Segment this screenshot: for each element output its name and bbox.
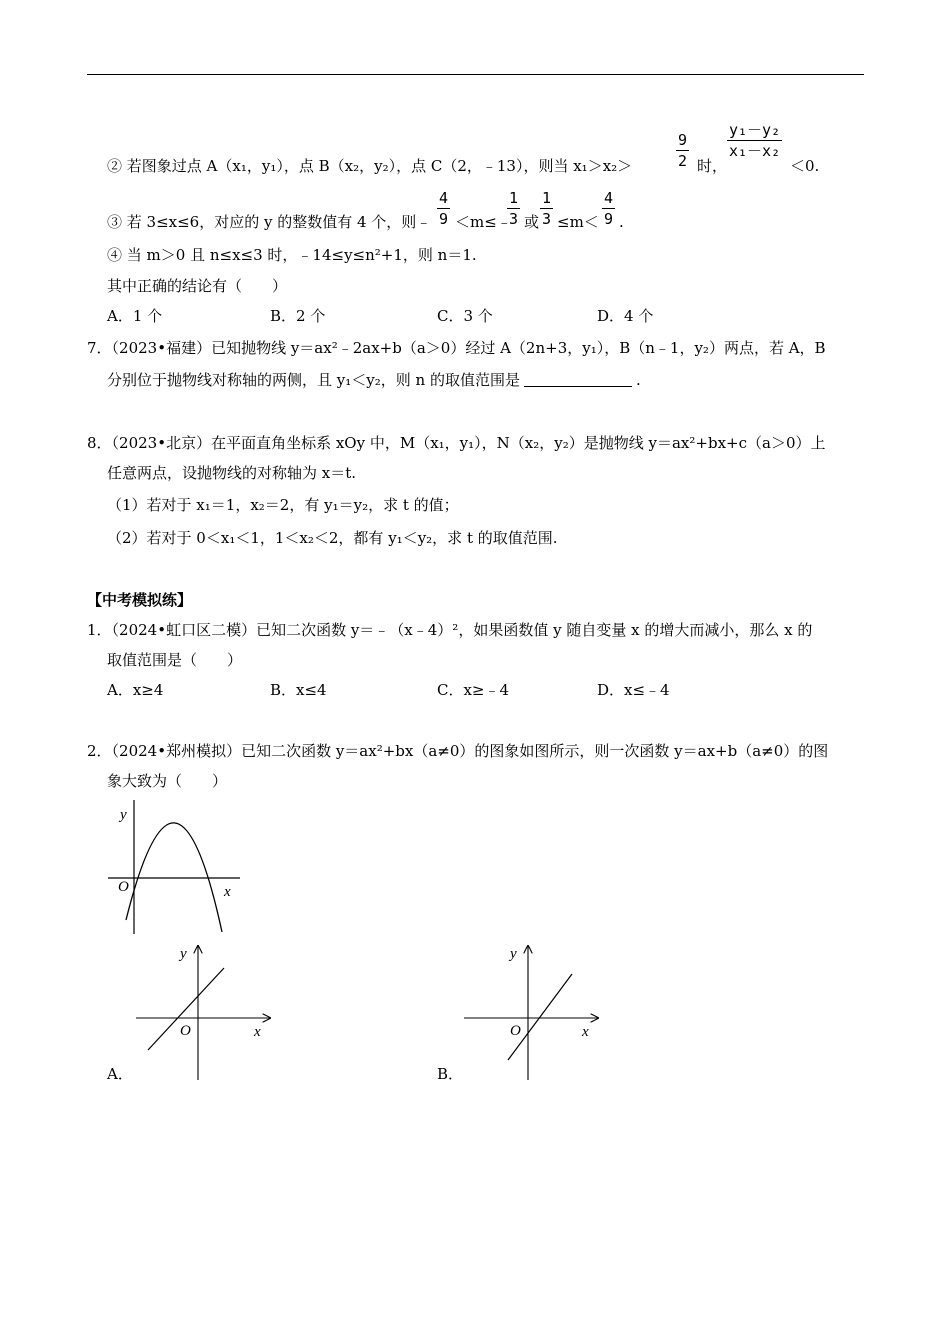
q6-item3-frac4: $\frac{4}{9}$ bbox=[604, 189, 614, 228]
m1-line2: 取值范围是（ ） bbox=[107, 651, 243, 669]
parabola-graph bbox=[100, 792, 250, 937]
graph-origin-label: O bbox=[118, 879, 129, 895]
m1-option-a: A．x≥4 bbox=[107, 681, 164, 699]
option-a-x-label: x bbox=[254, 1024, 261, 1040]
q6-item3-c: 或 bbox=[524, 213, 540, 231]
q6-item3-frac3: $\frac{1}{3}$ bbox=[542, 189, 552, 228]
q7-answer-blank[interactable] bbox=[524, 372, 632, 387]
q6-option-c: C．3 个 bbox=[437, 307, 493, 325]
q6-item2-end: ＜0. bbox=[790, 157, 820, 175]
option-b-graph bbox=[460, 940, 610, 1082]
m1-option-b: B．x≤4 bbox=[270, 681, 327, 699]
graph-x-label: x bbox=[224, 884, 231, 900]
m2-line1: 2．（2024•郑州模拟）已知二次函数 y＝ax²+bx（a≠0）的图象如图所示，则一次函数 y＝ax+b（a≠0）的图 bbox=[87, 742, 829, 760]
m1-line1: 1．（2024•虹口区二模）已知二次函数 y＝﹣（x﹣4）²，如果函数值 y 随自变量 x 的增大而减小，那么 x 的 bbox=[87, 621, 813, 639]
q6-item3-e: . bbox=[619, 213, 624, 231]
q6-item2-mid: 时， bbox=[697, 157, 728, 175]
q6-item3-frac2: $\frac{1}{3}$ bbox=[509, 189, 519, 228]
m2-option-b: B． bbox=[437, 1065, 464, 1083]
graph-y-label: y bbox=[120, 807, 127, 823]
option-b-y-label: y bbox=[510, 946, 517, 962]
q8-part1: （1）若对于 x₁＝1，x₂＝2，有 y₁＝y₂，求 t 的值； bbox=[107, 496, 459, 514]
q6-option-a: A．1 个 bbox=[107, 307, 163, 325]
header-rule bbox=[87, 74, 864, 75]
q6-item3-frac1: $\frac{4}{9}$ bbox=[439, 189, 449, 228]
q6-item4: ④ 当 m＞0 且 n≤x≤3 时，﹣14≤y≤n²+1，则 n＝1. bbox=[107, 246, 477, 264]
q6-item2-frac-9-2: $\frac{9}{2}$ bbox=[678, 131, 688, 170]
option-b-x-label: x bbox=[582, 1024, 589, 1040]
q8-line2: 任意两点，设抛物线的对称轴为 x＝t. bbox=[107, 464, 357, 482]
m2-line2: 象大致为（ ） bbox=[107, 772, 228, 790]
q6-option-b: B．2 个 bbox=[270, 307, 326, 325]
option-b-line bbox=[508, 974, 572, 1060]
q7-line1: 7．（2023•福建）已知抛物线 y＝ax²﹣2ax+b（a＞0）经过 A（2n+3，y₁），B（n﹣1，y₂）两点，若 A，B bbox=[87, 339, 826, 357]
option-a-y-label: y bbox=[180, 946, 187, 962]
option-a-graph bbox=[130, 940, 280, 1082]
option-b-origin-label: O bbox=[510, 1023, 521, 1039]
option-a-origin-label: O bbox=[180, 1023, 191, 1039]
q6-option-d: D．4 个 bbox=[597, 307, 654, 325]
q6-item3-d: ≤m＜ bbox=[557, 213, 599, 231]
q6-item3-b: ＜m≤﹣ bbox=[455, 213, 512, 231]
q7-line2: 分别位于抛物线对称轴的两侧，且 y₁＜y₂，则 n 的取值范围是 . bbox=[107, 371, 641, 389]
m1-option-d: D．x≤﹣4 bbox=[597, 681, 670, 699]
m1-option-c: C．x≥﹣4 bbox=[437, 681, 510, 699]
section-title: 【中考模拟练】 bbox=[87, 591, 193, 609]
q6-question: 其中正确的结论有（ ） bbox=[107, 277, 288, 295]
q8-line1: 8．（2023•北京）在平面直角坐标系 xOy 中，M（x₁，y₁），N（x₂，y₂）是抛物线 y＝ax²+bx+c（a＞0）上 bbox=[87, 434, 826, 452]
m2-option-a: A． bbox=[107, 1065, 133, 1083]
q6-item2-frac-y-x: $\frac{\text{y₁－y₂}}{\text{x₁－x₂}}$ bbox=[729, 121, 781, 160]
q8-part2: （2）若对于 0＜x₁＜1，1＜x₂＜2，都有 y₁＜y₂，求 t 的取值范围. bbox=[107, 529, 558, 547]
q6-item3-a: ③ 若 3≤x≤6，对应的 y 的整数值有 4 个，则﹣ bbox=[107, 213, 432, 231]
q6-item2: ② 若图象过点 A（x₁，y₁），点 B（x₂，y₂），点 C（2，﹣13），则当 x₁＞x₂＞ bbox=[107, 157, 633, 175]
